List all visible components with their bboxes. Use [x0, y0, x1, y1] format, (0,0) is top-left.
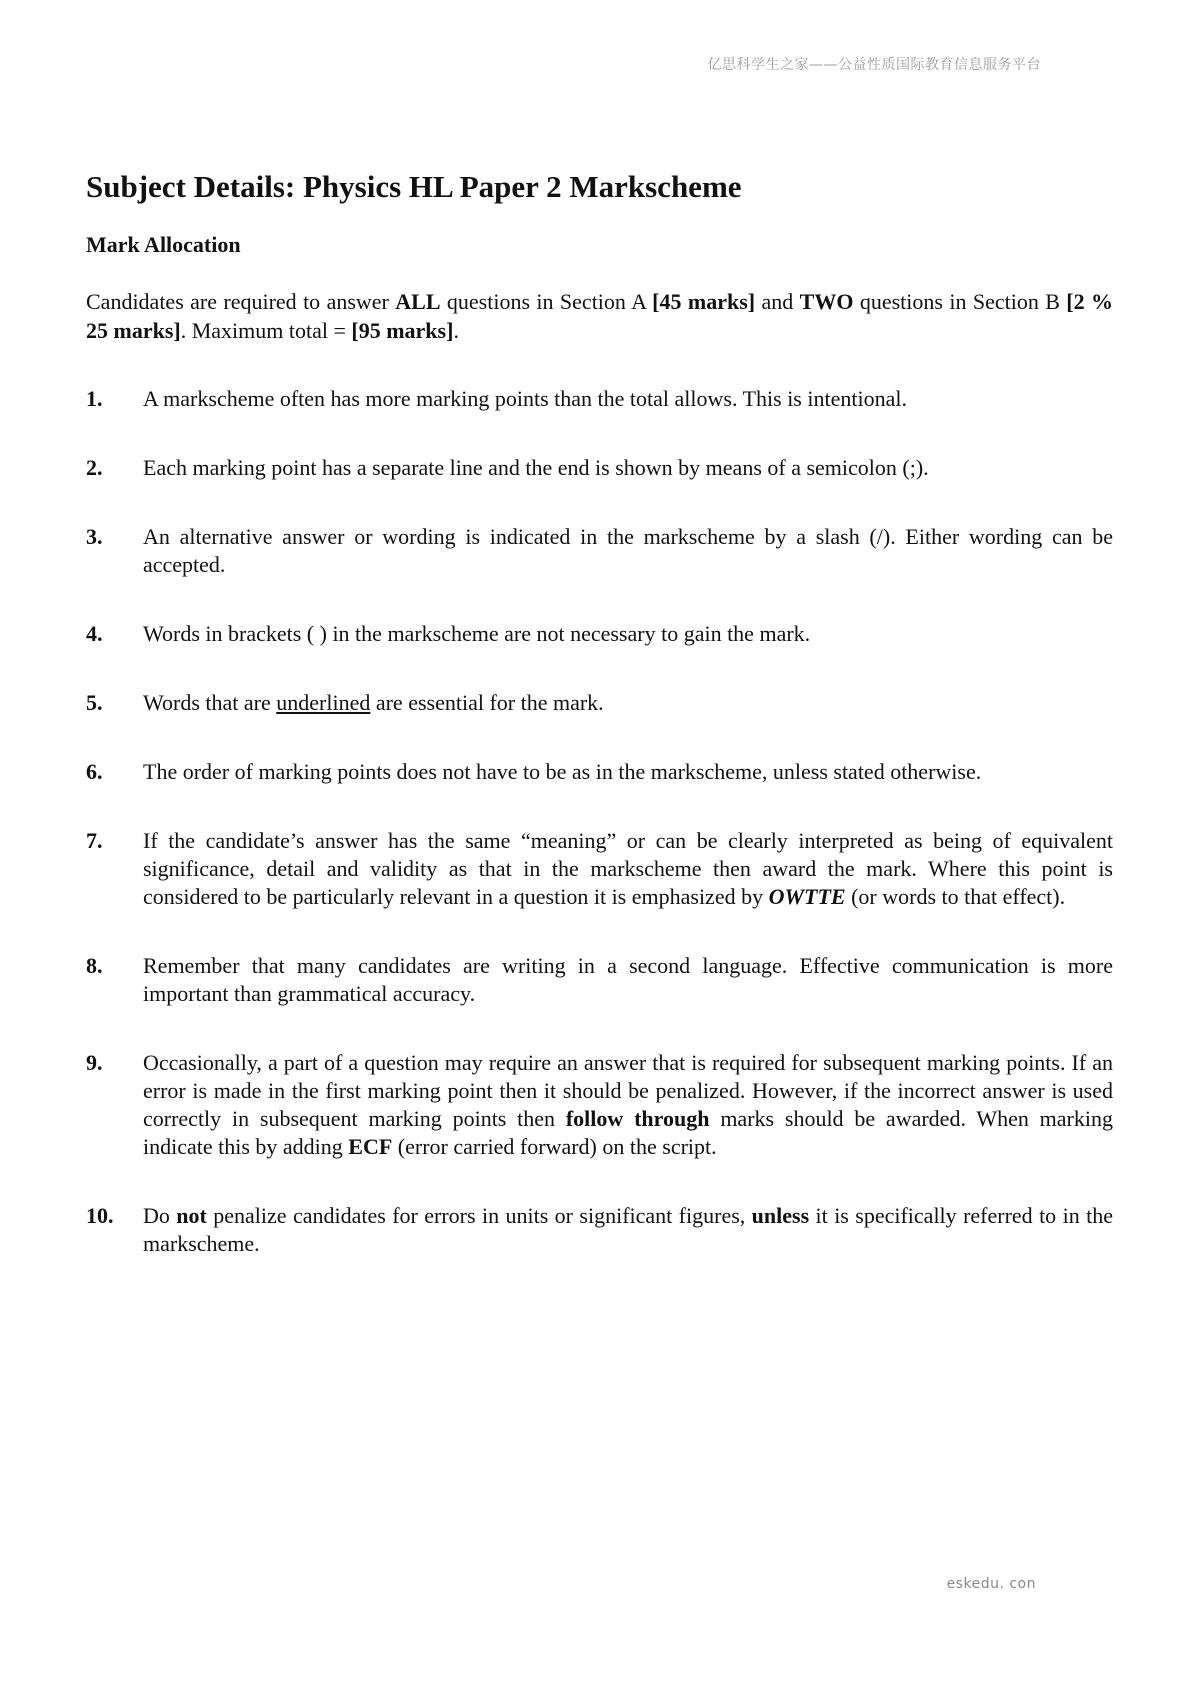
- list-item: [86, 454, 1113, 482]
- list-item-number: 2.: [86, 454, 103, 480]
- list-item-text: The order of marking points does not have to be as in the markscheme, unless stated otherwise.: [143, 758, 982, 784]
- list-item: [86, 1202, 1113, 1258]
- list-item-number: 10.: [86, 1202, 114, 1228]
- list-item-text: If the candidate’s answer has the same “meaning” or can be clearly interpreted as being of equivalent significance, detail and validity as that in the markscheme then award the mark. Where this point is considered to be particularly relevant in a question it is emphasized by OWTTE (or words to that effect).: [143, 827, 1113, 909]
- page-title: Subject Details: Physics HL Paper 2 Markscheme: [86, 169, 742, 204]
- list-item: [86, 1049, 1113, 1161]
- list-item-number: 6.: [86, 758, 103, 784]
- list-item-number: 8.: [86, 952, 103, 978]
- list-item: [86, 620, 1113, 648]
- list-item-number: 4.: [86, 620, 103, 646]
- list-item: [86, 758, 1113, 786]
- list-item-text: Each marking point has a separate line and the end is shown by means of a semicolon (;).: [143, 454, 929, 480]
- list-item-number: 5.: [86, 689, 103, 715]
- list-item-number: 9.: [86, 1049, 103, 1075]
- owtte-term: OWTTE: [768, 883, 846, 909]
- list-item: [86, 952, 1113, 1008]
- list-item-text: A markscheme often has more marking points than the total allows. This is intentional.: [143, 385, 907, 411]
- list-item: [86, 523, 1113, 579]
- list-item-text: Occasionally, a part of a question may require an answer that is required for subsequent marking points. If an error is made in the first marking point then it should be penalized. However, if the incorrect answer is used correctly in subsequent marking points then follow through marks should be awarded. When marking indicate this by adding ECF (error carried forward) on the script.: [143, 1049, 1113, 1159]
- list-item: [86, 689, 1113, 717]
- watermark-bottom-text: eskedu. con: [946, 1576, 1036, 1592]
- intro-paragraph: Candidates are required to answer ALL questions in Section A [45 marks] and TWO questions in Section B [2 % 25 marks]. Maximum total = [95 marks].: [86, 288, 1113, 343]
- list-item-text: Words that are underlined are essential for the mark.: [143, 689, 604, 715]
- section-heading-mark-allocation: Mark Allocation: [86, 232, 241, 258]
- underlined-word: underlined: [276, 689, 371, 715]
- list-item-number: 3.: [86, 523, 103, 549]
- document-body: [86, 168, 1113, 1299]
- list-item: [86, 385, 1113, 413]
- list-item-text: Do not penalize candidates for errors in units or significant figures, unless it is specifically referred to in the markscheme.: [143, 1202, 1113, 1256]
- list-item-text: An alternative answer or wording is indicated in the markscheme by a slash (/). Either wording can be accepted.: [143, 523, 1113, 577]
- marking-rules-list: [86, 385, 1113, 1258]
- watermark-top-text: 亿思科学生之家——公益性质国际教育信息服务平台: [707, 57, 1041, 73]
- list-item: [86, 827, 1113, 911]
- list-item-text: Words in brackets ( ) in the markscheme are not necessary to gain the mark.: [143, 620, 811, 646]
- list-item-text: Remember that many candidates are writing in a second language. Effective communication is more important than grammatical accuracy.: [143, 952, 1113, 1006]
- list-item-number: 7.: [86, 827, 103, 853]
- list-item-number: 1.: [86, 385, 103, 411]
